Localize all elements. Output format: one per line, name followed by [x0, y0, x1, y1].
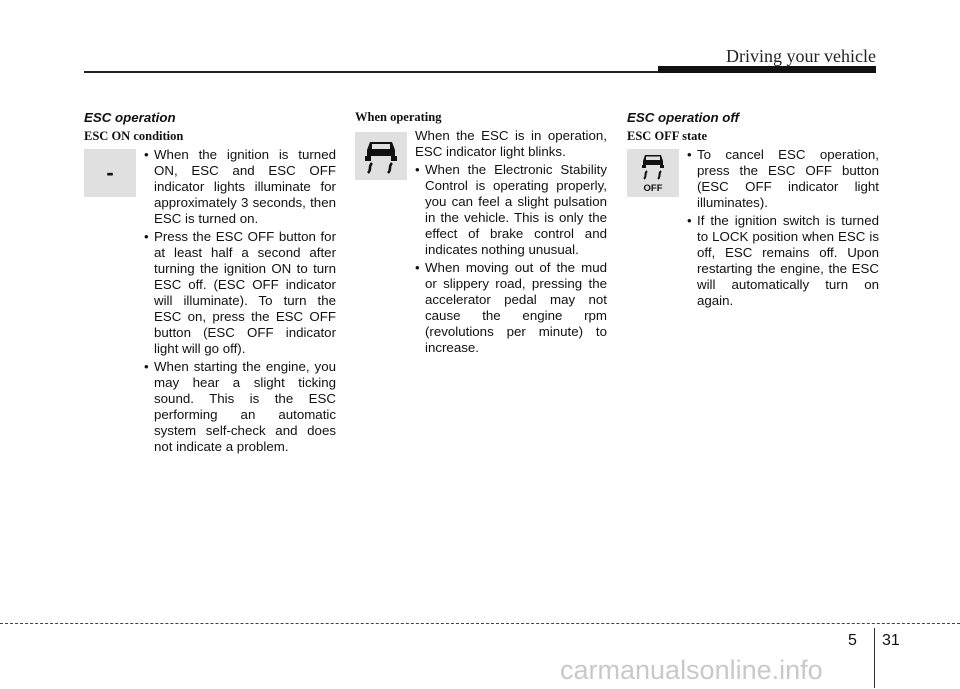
list-item: • When the ignition is turned ON, ESC and ESC OFF indicator lights illuminate for approximately 3 seconds, then ESC is turned on. [144, 147, 336, 227]
list-item: • To cancel ESC operation, press the ESC OFF button (ESC OFF indicator light illuminates). [687, 147, 879, 211]
dash-icon: - [106, 160, 114, 185]
footer-divider [0, 623, 960, 624]
list-item: • When starting the engine, you may hear a slight ticking sound. This is the ESC performing an automatic system self-check and does not indicate a problem. [144, 359, 336, 455]
header-rule-accent [658, 66, 876, 73]
subheading-esc-operation: ESC operation [84, 110, 176, 125]
intro-text: When the ESC is in operation, ESC indicator light blinks. [415, 128, 607, 159]
column-when-operating [355, 110, 607, 358]
esc-indicator-icon-box [355, 132, 407, 180]
list-item: • If the ignition switch is turned to LOCK position when ESC is off, ESC remains off. Upon restarting the engine, the ESC will automatically turn on again. [687, 213, 879, 309]
page-number: 31 [882, 632, 900, 649]
section-title: Driving your vehicle [726, 46, 876, 66]
header-rule [84, 71, 664, 73]
esc-indicator-icon [361, 137, 401, 175]
esc-off-indicator-icon [633, 152, 673, 194]
list-item: • Press the ESC OFF button for at least half a second after turning the ignition ON to turn ESC off. (ESC OFF indicator will illuminate). To turn the ESC on, press the ESC OFF button (ESC OFF indicator light will go off). [144, 229, 336, 357]
list-item: • When the Electronic Stability Control is operating properly, you can feel a slight pulsation in the vehicle. This is only the effect of brake control and indicates nothing unusual. [415, 162, 607, 258]
column-esc-operation-off [627, 110, 879, 311]
off-label: OFF [643, 183, 663, 194]
list-item: • When moving out of the mud or slippery road, pressing the accelerator pedal may not cause the engine rpm (revolutions per minute) to increase. [415, 260, 607, 356]
bullet-list [144, 147, 336, 455]
bullet-list [687, 147, 879, 309]
heading-esc-off-state: ESC OFF state [627, 129, 708, 143]
watermark: carmanualsonline.info [560, 655, 823, 685]
section-number: 5 [848, 632, 857, 649]
heading-when-operating: When operating [355, 110, 442, 124]
page-number-divider [874, 628, 875, 688]
esc-off-indicator-icon-box [627, 149, 679, 197]
heading-esc-on-condition: ESC ON condition [84, 129, 184, 143]
column-esc-operation [84, 110, 336, 457]
bullet-list [415, 128, 607, 356]
dash-icon-box [84, 149, 136, 197]
subheading-esc-operation-off: ESC operation off [627, 110, 740, 125]
